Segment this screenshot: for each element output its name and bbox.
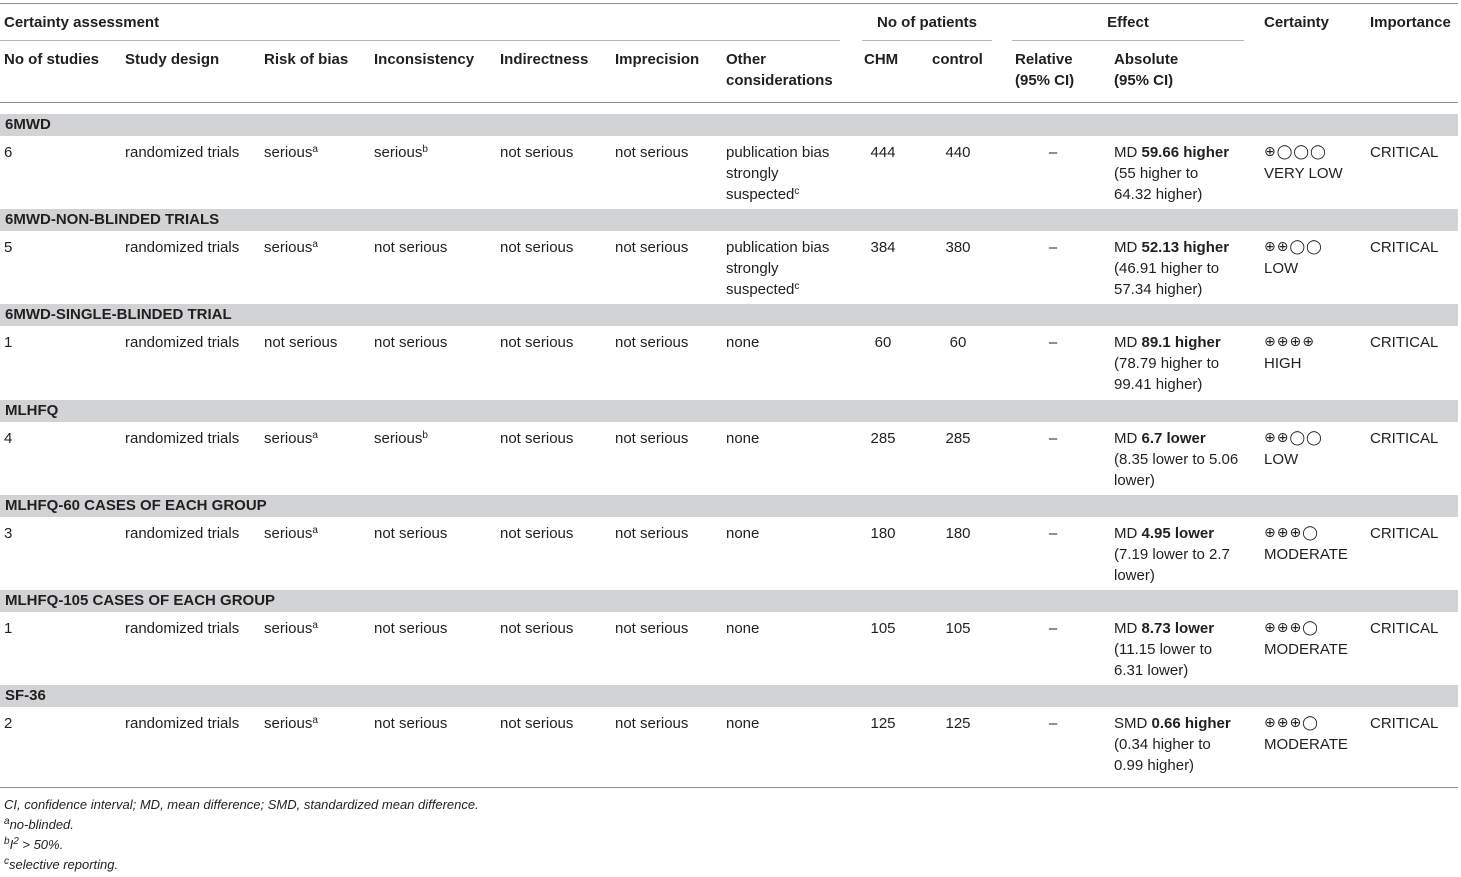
inconsistency-footnote-mark: b xyxy=(422,430,428,441)
absolute-effect-estimate: 0.66 higher xyxy=(1151,715,1231,732)
importance-cell: CRITICAL xyxy=(1370,525,1439,542)
inconsistency-cell xyxy=(374,332,447,353)
other-considerations-line xyxy=(726,618,759,639)
inconsistency-cell xyxy=(374,523,447,544)
absolute-effect-ci-line: 64.32 higher) xyxy=(1114,186,1203,203)
header-no-of-patients: No of patients xyxy=(877,14,977,31)
absolute-effect-estimate: 59.66 higher xyxy=(1141,144,1230,161)
header-risk-of-bias: Risk of bias xyxy=(264,51,349,68)
header-other-line2: considerations xyxy=(726,72,833,89)
no-of-studies-cell: 6 xyxy=(4,144,13,161)
absolute-effect-cell xyxy=(1114,713,1231,776)
group-rule-patients xyxy=(862,40,992,41)
other-considerations-text: suspected xyxy=(726,186,795,203)
control-count-cell: 380 xyxy=(945,239,971,256)
footnote-abbreviations: CI, confidence interval; MD, mean difference; SMD, standardized mean difference. xyxy=(4,797,479,812)
absolute-effect-prefix: MD xyxy=(1114,239,1142,256)
absolute-effect-cell xyxy=(1114,237,1229,300)
risk-of-bias-text: serious xyxy=(264,239,313,256)
risk-of-bias-cell xyxy=(264,428,318,449)
risk-of-bias-text: serious xyxy=(264,144,313,161)
imprecision-cell: not serious xyxy=(615,334,689,351)
importance-cell: CRITICAL xyxy=(1370,144,1439,161)
absolute-effect-estimate: 8.73 lower xyxy=(1141,620,1215,637)
indirectness-cell: not serious xyxy=(500,715,574,732)
imprecision-cell: not serious xyxy=(615,715,689,732)
footnote-b-exponent: 2 xyxy=(13,836,19,847)
certainty-label: MODERATE xyxy=(1264,546,1348,563)
section-band xyxy=(0,304,1458,326)
certainty-symbols: ⊕⊕⊕◯ xyxy=(1264,525,1319,541)
header-other-considerations xyxy=(726,49,833,91)
control-count-cell: 180 xyxy=(945,525,971,542)
no-of-studies-cell: 5 xyxy=(4,239,13,256)
other-considerations-cell xyxy=(726,428,759,449)
absolute-effect-prefix: MD xyxy=(1114,620,1142,637)
no-of-studies-cell: 4 xyxy=(4,430,13,447)
absolute-effect-cell xyxy=(1114,523,1230,586)
absolute-effect-ci-line: lower) xyxy=(1114,567,1155,584)
section-title: 6MWD xyxy=(5,116,51,133)
certainty-symbols: ⊕⊕⊕⊕ xyxy=(1264,334,1315,350)
absolute-effect-estimate: 6.7 lower xyxy=(1141,430,1206,447)
other-considerations-line xyxy=(726,184,829,205)
absolute-effect-line xyxy=(1114,332,1221,353)
header-certainty: Certainty xyxy=(1264,14,1330,31)
other-considerations-text: none xyxy=(726,525,760,542)
certainty-symbols: ⊕⊕⊕◯ xyxy=(1264,715,1319,731)
other-considerations-line xyxy=(726,279,829,300)
chm-count-cell: 285 xyxy=(870,430,896,447)
indirectness-cell: not serious xyxy=(500,620,574,637)
indirectness-cell: not serious xyxy=(500,144,574,161)
certainty-label: LOW xyxy=(1264,451,1299,468)
other-considerations-text: strongly xyxy=(726,260,779,277)
absolute-effect-line xyxy=(1114,713,1231,734)
header-relative-line2: (95% CI) xyxy=(1015,72,1075,89)
other-considerations-cell xyxy=(726,237,829,300)
certainty-symbols: ⊕⊕◯◯ xyxy=(1264,430,1323,446)
no-of-studies-cell: 3 xyxy=(4,525,13,542)
other-considerations-cell xyxy=(726,142,829,205)
chm-count-cell: 180 xyxy=(870,525,896,542)
control-count-cell: 125 xyxy=(945,715,971,732)
risk-of-bias-footnote-mark: a xyxy=(312,144,318,155)
other-considerations-footnote-mark: c xyxy=(794,281,800,292)
footnote-c-mark: c xyxy=(4,856,9,867)
risk-of-bias-cell xyxy=(264,713,318,734)
absolute-effect-ci-line: 0.99 higher) xyxy=(1114,757,1195,774)
header-absolute xyxy=(1114,49,1178,91)
certainty-symbols: ⊕⊕⊕◯ xyxy=(1264,620,1319,636)
inconsistency-text: not serious xyxy=(374,334,448,351)
footnote-c xyxy=(4,855,118,875)
header-absolute-line2: (95% CI) xyxy=(1114,72,1174,89)
section-title: MLHFQ-60 CASES OF EACH GROUP xyxy=(5,497,267,514)
absolute-effect-cell xyxy=(1114,142,1229,205)
absolute-effect-ci-line: (78.79 higher to xyxy=(1114,355,1220,372)
absolute-effect-ci-line: (7.19 lower to 2.7 xyxy=(1114,546,1230,563)
other-considerations-text: none xyxy=(726,430,760,447)
absolute-effect-ci-line: (0.34 higher to xyxy=(1114,736,1211,753)
risk-of-bias-text: serious xyxy=(264,620,313,637)
relative-effect-cell: – xyxy=(1048,620,1058,637)
relative-effect-cell: – xyxy=(1048,430,1058,447)
absolute-effect-line xyxy=(1114,523,1230,544)
other-considerations-line xyxy=(726,163,829,184)
certainty-cell xyxy=(1264,713,1348,755)
risk-of-bias-footnote-mark: a xyxy=(312,239,318,250)
absolute-effect-ci-line: (11.15 lower to xyxy=(1114,641,1213,658)
section-title: SF-36 xyxy=(5,687,46,704)
section-title: 6MWD-SINGLE-BLINDED TRIAL xyxy=(5,306,232,323)
footnote-a-text: no-blinded. xyxy=(9,817,74,832)
other-considerations-line xyxy=(726,713,759,734)
risk-of-bias-cell xyxy=(264,618,318,639)
header-certainty-assessment: Certainty assessment xyxy=(4,14,160,31)
no-of-studies-cell: 1 xyxy=(4,334,13,351)
study-design-cell: randomized trials xyxy=(125,239,240,256)
study-design-cell: randomized trials xyxy=(125,525,240,542)
importance-cell: CRITICAL xyxy=(1370,620,1439,637)
study-design-cell: randomized trials xyxy=(125,334,240,351)
absolute-effect-ci-line: lower) xyxy=(1114,472,1155,489)
certainty-label: VERY LOW xyxy=(1264,165,1343,182)
other-considerations-line xyxy=(726,428,759,449)
certainty-label: MODERATE xyxy=(1264,736,1348,753)
absolute-effect-cell xyxy=(1114,618,1214,681)
header-chm: CHM xyxy=(864,51,899,68)
other-considerations-line xyxy=(726,142,829,163)
inconsistency-text: not serious xyxy=(374,239,448,256)
control-count-cell: 285 xyxy=(945,430,971,447)
section-band xyxy=(0,114,1458,136)
table-bottom-rule xyxy=(0,787,1458,788)
absolute-effect-cell xyxy=(1114,332,1221,395)
absolute-effect-estimate: 4.95 lower xyxy=(1141,525,1215,542)
risk-of-bias-text: serious xyxy=(264,430,313,447)
control-count-cell: 440 xyxy=(945,144,971,161)
absolute-effect-ci-line: (46.91 higher to xyxy=(1114,260,1220,277)
absolute-effect-line xyxy=(1114,428,1238,449)
certainty-cell xyxy=(1264,142,1343,184)
chm-count-cell: 125 xyxy=(870,715,896,732)
importance-cell: CRITICAL xyxy=(1370,430,1439,447)
certainty-cell xyxy=(1264,523,1348,565)
absolute-effect-prefix: MD xyxy=(1114,430,1142,447)
other-considerations-text: none xyxy=(726,620,760,637)
study-design-cell: randomized trials xyxy=(125,715,240,732)
importance-cell: CRITICAL xyxy=(1370,239,1439,256)
study-design-cell: randomized trials xyxy=(125,144,240,161)
relative-effect-cell: – xyxy=(1048,334,1058,351)
chm-count-cell: 384 xyxy=(870,239,896,256)
inconsistency-text: serious xyxy=(374,144,423,161)
inconsistency-footnote-mark: b xyxy=(422,144,428,155)
risk-of-bias-cell xyxy=(264,523,318,544)
imprecision-cell: not serious xyxy=(615,620,689,637)
section-title: MLHFQ-105 CASES OF EACH GROUP xyxy=(5,592,276,609)
section-title: MLHFQ xyxy=(5,402,59,419)
absolute-effect-estimate: 89.1 higher xyxy=(1141,334,1221,351)
section-band xyxy=(0,590,1458,612)
absolute-effect-prefix: MD xyxy=(1114,525,1142,542)
inconsistency-text: not serious xyxy=(374,715,448,732)
section-band xyxy=(0,400,1458,422)
header-study-design: Study design xyxy=(125,51,220,68)
other-considerations-line xyxy=(726,523,759,544)
risk-of-bias-cell xyxy=(264,142,318,163)
section-title: 6MWD-NON-BLINDED TRIALS xyxy=(5,211,220,228)
other-considerations-text: publication bias xyxy=(726,239,830,256)
indirectness-cell: not serious xyxy=(500,334,574,351)
risk-of-bias-text: serious xyxy=(264,525,313,542)
other-considerations-text: none xyxy=(726,715,760,732)
absolute-effect-ci-line: (55 higher to xyxy=(1114,165,1199,182)
chm-count-cell: 105 xyxy=(870,620,896,637)
no-of-studies-cell: 1 xyxy=(4,620,13,637)
risk-of-bias-cell xyxy=(264,237,318,258)
header-imprecision: Imprecision xyxy=(615,51,700,68)
inconsistency-cell xyxy=(374,142,428,163)
group-rule-effect xyxy=(1012,40,1244,41)
importance-cell: CRITICAL xyxy=(1370,334,1439,351)
relative-effect-cell: – xyxy=(1048,144,1058,161)
risk-of-bias-footnote-mark: a xyxy=(312,715,318,726)
certainty-cell xyxy=(1264,237,1323,279)
certainty-label: HIGH xyxy=(1264,355,1302,372)
risk-of-bias-text: not serious xyxy=(264,334,338,351)
imprecision-cell: not serious xyxy=(615,430,689,447)
header-effect: Effect xyxy=(1107,14,1149,31)
inconsistency-text: not serious xyxy=(374,620,448,637)
risk-of-bias-footnote-mark: a xyxy=(312,430,318,441)
chm-count-cell: 60 xyxy=(874,334,892,351)
risk-of-bias-text: serious xyxy=(264,715,313,732)
header-no-of-studies: No of studies xyxy=(4,51,100,68)
chm-count-cell: 444 xyxy=(870,144,896,161)
other-considerations-footnote-mark: c xyxy=(794,186,800,197)
relative-effect-cell: – xyxy=(1048,525,1058,542)
certainty-cell xyxy=(1264,618,1348,660)
inconsistency-cell xyxy=(374,713,447,734)
inconsistency-text: serious xyxy=(374,430,423,447)
other-considerations-text: none xyxy=(726,334,760,351)
study-design-cell: randomized trials xyxy=(125,620,240,637)
absolute-effect-ci-line: 6.31 lower) xyxy=(1114,662,1189,679)
certainty-symbols: ⊕⊕◯◯ xyxy=(1264,239,1323,255)
imprecision-cell: not serious xyxy=(615,525,689,542)
group-rule-certainty xyxy=(0,40,840,41)
other-considerations-cell xyxy=(726,332,759,353)
inconsistency-text: not serious xyxy=(374,525,448,542)
absolute-effect-ci-line: 57.34 higher) xyxy=(1114,281,1203,298)
certainty-label: LOW xyxy=(1264,260,1299,277)
relative-effect-cell: – xyxy=(1048,239,1058,256)
study-design-cell: randomized trials xyxy=(125,430,240,447)
absolute-effect-line xyxy=(1114,237,1229,258)
section-band xyxy=(0,685,1458,707)
indirectness-cell: not serious xyxy=(500,525,574,542)
certainty-symbols: ⊕◯◯◯ xyxy=(1264,144,1327,160)
risk-of-bias-footnote-mark: a xyxy=(312,620,318,631)
importance-cell: CRITICAL xyxy=(1370,715,1439,732)
header-relative xyxy=(1015,49,1074,91)
header-relative-line1: Relative xyxy=(1015,51,1073,68)
other-considerations-line xyxy=(726,237,829,258)
other-considerations-cell xyxy=(726,713,759,734)
no-of-studies-cell: 2 xyxy=(4,715,13,732)
footnote-b xyxy=(4,835,63,855)
absolute-effect-ci-line: (8.35 lower to 5.06 xyxy=(1114,451,1239,468)
inconsistency-cell xyxy=(374,618,447,639)
other-considerations-line xyxy=(726,258,829,279)
absolute-effect-prefix: MD xyxy=(1114,334,1142,351)
header-bottom-rule xyxy=(0,102,1458,103)
certainty-cell xyxy=(1264,428,1323,470)
absolute-effect-line xyxy=(1114,142,1229,163)
header-other-line1: Other xyxy=(726,51,767,68)
inconsistency-cell xyxy=(374,237,447,258)
imprecision-cell: not serious xyxy=(615,144,689,161)
footnote-b-text: > 50%. xyxy=(18,837,64,852)
absolute-effect-estimate: 52.13 higher xyxy=(1141,239,1230,256)
header-control: control xyxy=(932,51,983,68)
other-considerations-text: strongly xyxy=(726,165,779,182)
certainty-cell xyxy=(1264,332,1315,374)
footnote-b-i: I xyxy=(9,837,14,852)
other-considerations-text: suspected xyxy=(726,281,795,298)
risk-of-bias-cell xyxy=(264,332,337,353)
inconsistency-cell xyxy=(374,428,428,449)
absolute-effect-prefix: MD xyxy=(1114,144,1142,161)
footnote-c-text: selective reporting. xyxy=(9,857,119,872)
other-considerations-text: publication bias xyxy=(726,144,830,161)
header-importance: Importance xyxy=(1370,14,1451,31)
absolute-effect-prefix: SMD xyxy=(1114,715,1152,732)
other-considerations-cell xyxy=(726,523,759,544)
table-top-rule xyxy=(0,3,1458,4)
control-count-cell: 60 xyxy=(949,334,967,351)
relative-effect-cell: – xyxy=(1048,715,1058,732)
footnote-a xyxy=(4,815,74,835)
other-considerations-line xyxy=(726,332,759,353)
absolute-effect-line xyxy=(1114,618,1214,639)
footnote-b-mark: b xyxy=(4,836,10,847)
indirectness-cell: not serious xyxy=(500,430,574,447)
header-indirectness: Indirectness xyxy=(500,51,589,68)
control-count-cell: 105 xyxy=(945,620,971,637)
section-band xyxy=(0,209,1458,231)
footnote-a-mark: a xyxy=(4,816,10,827)
other-considerations-cell xyxy=(726,618,759,639)
header-inconsistency: Inconsistency xyxy=(374,51,475,68)
certainty-label: MODERATE xyxy=(1264,641,1348,658)
imprecision-cell: not serious xyxy=(615,239,689,256)
section-band xyxy=(0,495,1458,517)
absolute-effect-cell xyxy=(1114,428,1238,491)
absolute-effect-ci-line: 99.41 higher) xyxy=(1114,376,1203,393)
header-absolute-line1: Absolute xyxy=(1114,51,1179,68)
indirectness-cell: not serious xyxy=(500,239,574,256)
risk-of-bias-footnote-mark: a xyxy=(312,525,318,536)
